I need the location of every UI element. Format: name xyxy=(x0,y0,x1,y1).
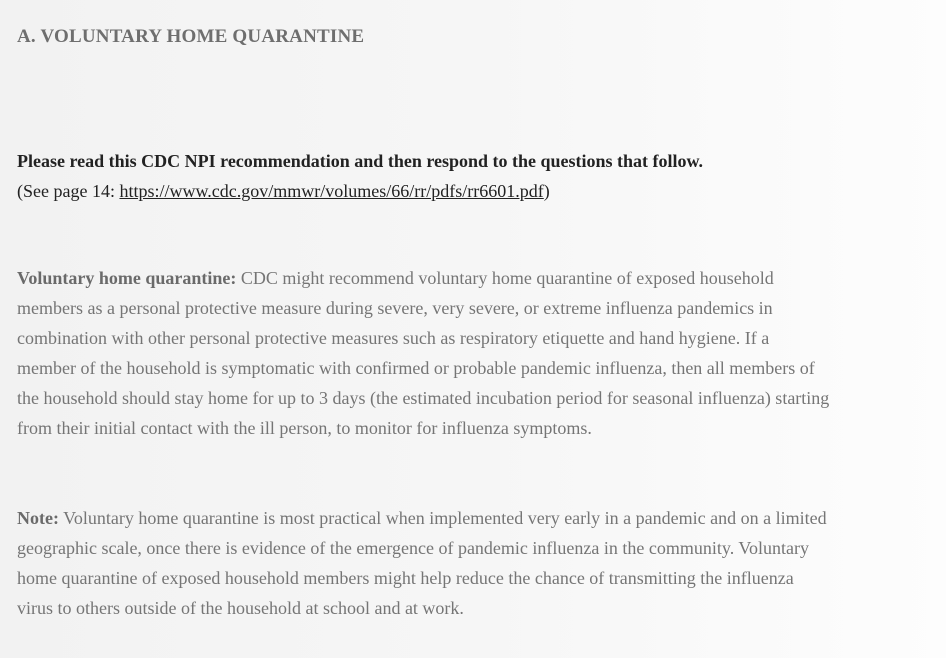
note-line xyxy=(17,503,932,533)
note-line: geographic scale, once there is evidence of the emergence of pandemic influenza in the community. Voluntary xyxy=(17,538,810,558)
recommendation-line xyxy=(17,263,932,293)
recommendation-line: from their initial contact with the ill person, to monitor for influenza symptoms. xyxy=(17,418,592,438)
recommendation-line: combination with other personal protective measures such as respiratory etiquette and hand hygiene. If a xyxy=(17,328,770,348)
recommendation-paragraph xyxy=(17,263,932,443)
note-text: Voluntary home quarantine is most practical when implemented very early in a pandemic and on a limited xyxy=(58,508,827,528)
reference-line xyxy=(17,176,703,206)
note-line: virus to others outside of the household at school and at work. xyxy=(17,598,464,618)
recommendation-line: the household should stay home for up to 3 days (the estimated incubation period for seasonal influenza) starting xyxy=(17,388,830,408)
instruction-block xyxy=(17,146,703,206)
recommendation-line: members as a personal protective measure during severe, very severe, or extreme influenza pandemics in xyxy=(17,298,773,318)
instruction-text: Please read this CDC NPI recommendation and then respond to the questions that follow. xyxy=(17,151,704,171)
note-label: Note: xyxy=(17,508,59,528)
note-line: home quarantine of exposed household members might help reduce the chance of transmitting the influenza xyxy=(17,568,794,588)
cdc-pdf-link[interactable]: https://www.cdc.gov/mmwr/volumes/66/rr/pdfs/rr6601.pdf xyxy=(119,181,544,201)
recommendation-line: member of the household is symptomatic with confirmed or probable pandemic influenza, then all members of xyxy=(17,358,815,378)
reference-prefix: (See page 14: xyxy=(17,181,120,201)
section-title: A. VOLUNTARY HOME QUARANTINE xyxy=(17,26,365,47)
reference-suffix: ) xyxy=(543,181,550,201)
recommendation-text: CDC might recommend voluntary home quarantine of exposed household xyxy=(236,268,774,288)
recommendation-label: Voluntary home quarantine: xyxy=(17,268,237,288)
note-paragraph xyxy=(17,503,932,623)
